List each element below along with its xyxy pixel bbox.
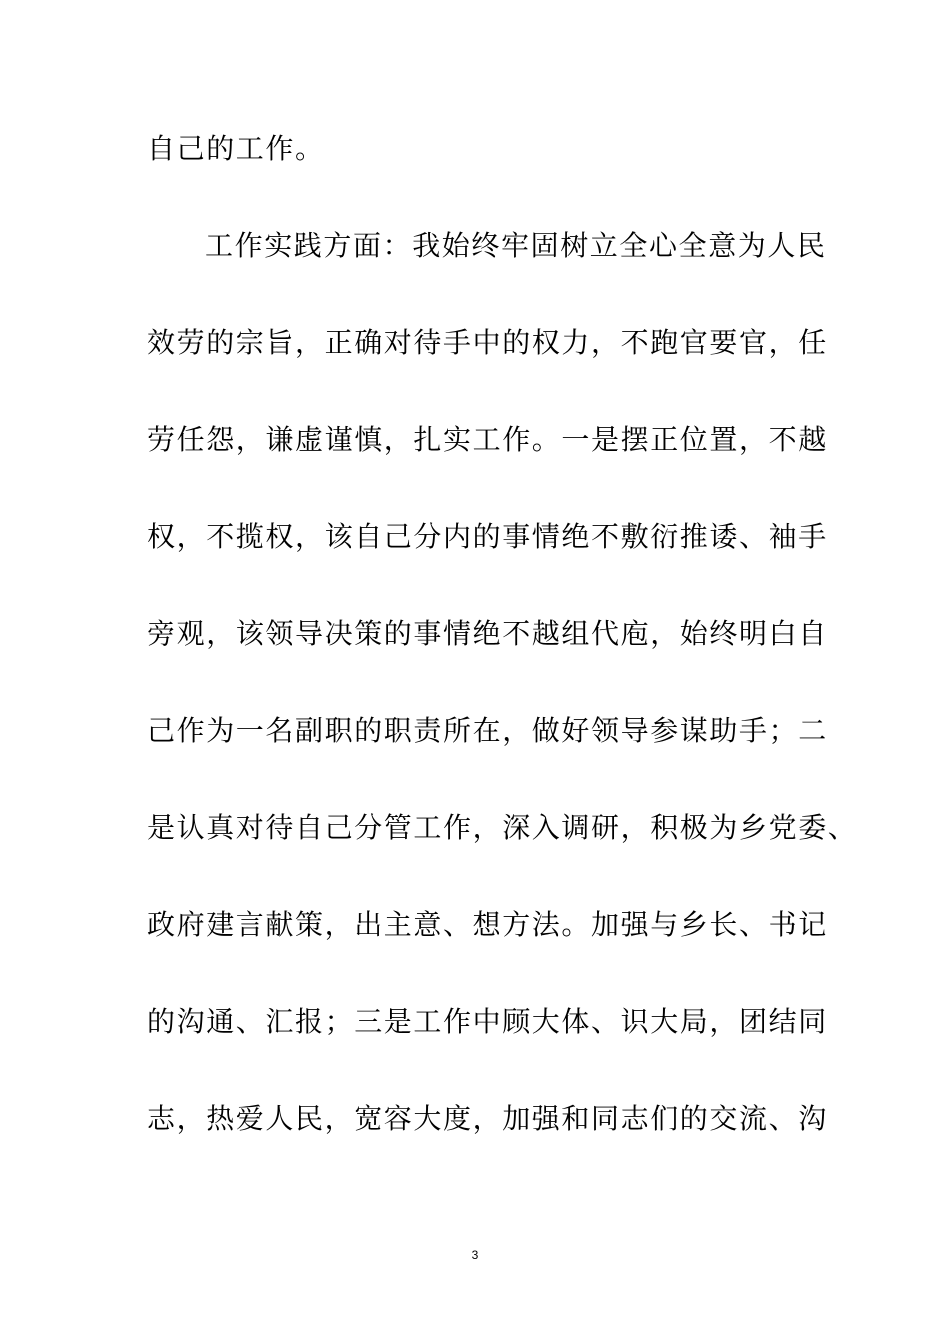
text-line: 是认真对待自己分管工作，深入调研，积极为乡党委、 xyxy=(147,811,858,844)
paragraph-first-line: 工作实践方面：我始终牢固树立全心全意为人民 xyxy=(205,229,827,262)
text-line: 自己的工作。 xyxy=(147,132,325,165)
text-line: 己作为一名副职的职责所在，做好领导参谋助手；二 xyxy=(147,714,828,747)
text-line: 的沟通、汇报；三是工作中顾大体、识大局，团结同 xyxy=(147,1005,828,1038)
text-line: 劳任怨，谦虚谨慎，扎实工作。一是摆正位置，不越 xyxy=(147,423,828,456)
page-number: 3 xyxy=(471,1248,479,1262)
text-line: 政府建言献策，出主意、想方法。加强与乡长、书记 xyxy=(147,908,828,941)
text-line: 效劳的宗旨，正确对待手中的权力，不跑官要官，任 xyxy=(147,326,828,359)
text-line: 旁观，该领导决策的事情绝不越组代庖，始终明白自 xyxy=(147,617,828,650)
text-line: 志，热爱人民，宽容大度，加强和同志们的交流、沟 xyxy=(147,1102,828,1135)
text-line: 权，不揽权，该自己分内的事情绝不敷衍推诿、袖手 xyxy=(147,520,828,553)
body-text xyxy=(147,125,858,1192)
